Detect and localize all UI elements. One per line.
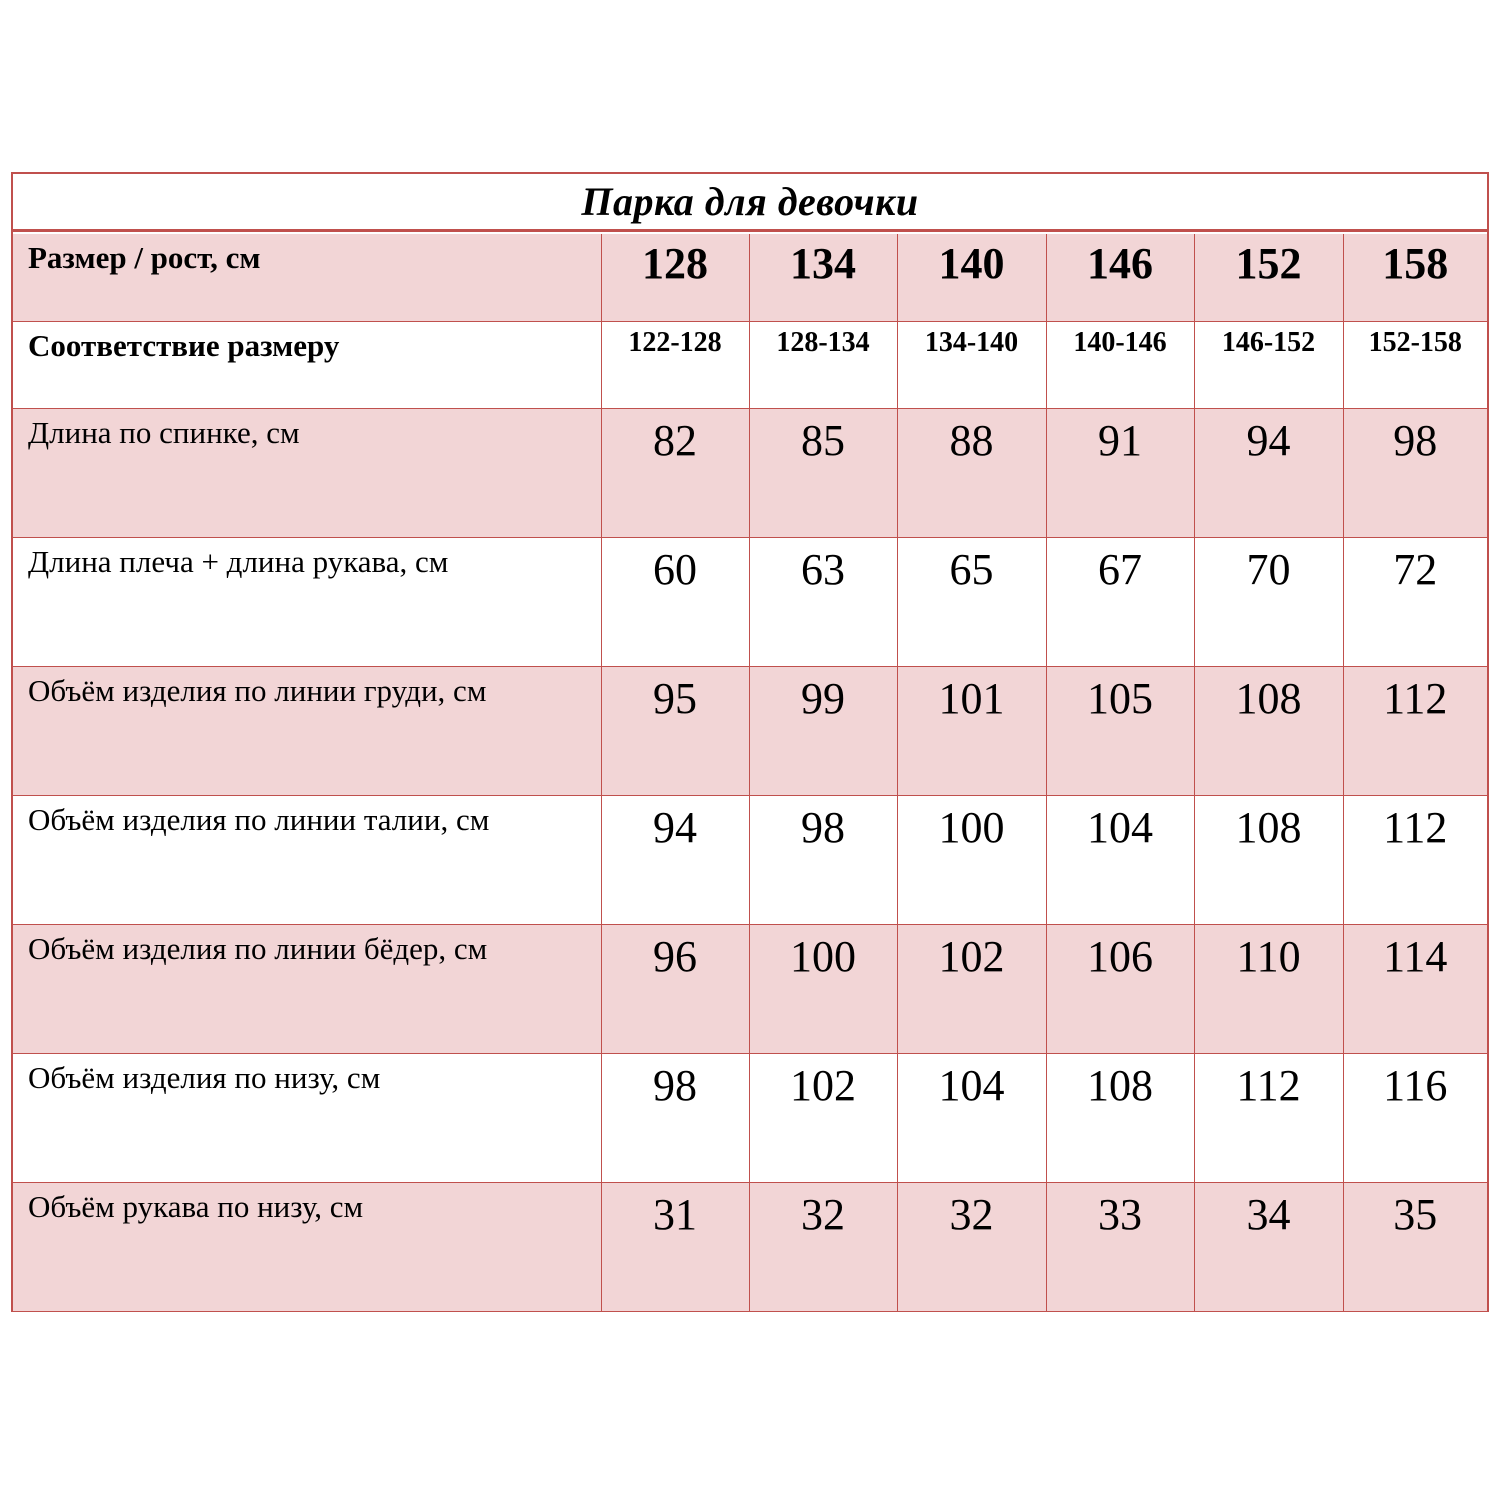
measurement-value: 101 bbox=[897, 666, 1046, 795]
title-bar bbox=[13, 174, 1487, 232]
measurement-value: 105 bbox=[1046, 666, 1194, 795]
measurement-value: 102 bbox=[749, 1053, 897, 1182]
measurement-value: 95 bbox=[601, 666, 749, 795]
measurement-value: 94 bbox=[1194, 408, 1343, 537]
measurement-value: 98 bbox=[601, 1053, 749, 1182]
measurement-value: 108 bbox=[1194, 795, 1343, 924]
measurement-value: 100 bbox=[897, 795, 1046, 924]
measurement-value: 110 bbox=[1194, 924, 1343, 1053]
measurement-label: Длина плеча + длина рукава, см bbox=[13, 537, 601, 666]
measurement-value: 88 bbox=[897, 408, 1046, 537]
measurement-label: Объём изделия по линии талии, см bbox=[13, 795, 601, 924]
header-row bbox=[13, 234, 1487, 321]
measurement-value: 72 bbox=[1343, 537, 1487, 666]
measurement-value: 116 bbox=[1343, 1053, 1487, 1182]
size-140: 140 bbox=[897, 234, 1046, 321]
measurement-label: Объём изделия по линии груди, см bbox=[13, 666, 601, 795]
measurement-value: 60 bbox=[601, 537, 749, 666]
measurement-value: 96 bbox=[601, 924, 749, 1053]
measurement-value: 94 bbox=[601, 795, 749, 924]
range-cell: 134-140 bbox=[897, 321, 1046, 408]
range-cell: 140-146 bbox=[1046, 321, 1194, 408]
measurement-value: 112 bbox=[1194, 1053, 1343, 1182]
measurement-row bbox=[13, 537, 1487, 666]
measurement-value: 91 bbox=[1046, 408, 1194, 537]
measurement-value: 108 bbox=[1046, 1053, 1194, 1182]
chart-title: Парка для девочки bbox=[581, 179, 919, 224]
size-146: 146 bbox=[1046, 234, 1194, 321]
measurement-value: 34 bbox=[1194, 1182, 1343, 1311]
measurement-value: 32 bbox=[749, 1182, 897, 1311]
range-cell: 122-128 bbox=[601, 321, 749, 408]
measurement-value: 63 bbox=[749, 537, 897, 666]
measurement-value: 98 bbox=[749, 795, 897, 924]
range-cell: 146-152 bbox=[1194, 321, 1343, 408]
measurement-label: Объём рукава по низу, см bbox=[13, 1182, 601, 1311]
range-cell: 152-158 bbox=[1343, 321, 1487, 408]
measurement-row bbox=[13, 1182, 1487, 1311]
measurement-value: 35 bbox=[1343, 1182, 1487, 1311]
measurement-label: Объём изделия по низу, см bbox=[13, 1053, 601, 1182]
measurement-value: 70 bbox=[1194, 537, 1343, 666]
measurement-value: 102 bbox=[897, 924, 1046, 1053]
measurement-value: 104 bbox=[897, 1053, 1046, 1182]
measurement-label: Объём изделия по линии бёдер, см bbox=[13, 924, 601, 1053]
measurement-value: 112 bbox=[1343, 795, 1487, 924]
measurement-value: 82 bbox=[601, 408, 749, 537]
measurement-value: 98 bbox=[1343, 408, 1487, 537]
measurement-value: 65 bbox=[897, 537, 1046, 666]
header-label: Размер / рост, см bbox=[13, 234, 601, 321]
measurement-value: 85 bbox=[749, 408, 897, 537]
size-table bbox=[13, 234, 1487, 1311]
measurement-value: 99 bbox=[749, 666, 897, 795]
measurement-value: 100 bbox=[749, 924, 897, 1053]
range-cell: 128-134 bbox=[749, 321, 897, 408]
measurement-value: 114 bbox=[1343, 924, 1487, 1053]
measurement-value: 67 bbox=[1046, 537, 1194, 666]
measurement-value: 112 bbox=[1343, 666, 1487, 795]
measurement-label: Длина по спинке, см bbox=[13, 408, 601, 537]
measurement-row bbox=[13, 924, 1487, 1053]
measurement-value: 104 bbox=[1046, 795, 1194, 924]
size-158: 158 bbox=[1343, 234, 1487, 321]
measurement-value: 31 bbox=[601, 1182, 749, 1311]
measurement-row bbox=[13, 666, 1487, 795]
size-128: 128 bbox=[601, 234, 749, 321]
measurement-value: 108 bbox=[1194, 666, 1343, 795]
measurement-row bbox=[13, 1053, 1487, 1182]
measurement-row bbox=[13, 795, 1487, 924]
size-134: 134 bbox=[749, 234, 897, 321]
size-152: 152 bbox=[1194, 234, 1343, 321]
measurement-row bbox=[13, 408, 1487, 537]
measurement-value: 106 bbox=[1046, 924, 1194, 1053]
measurement-value: 32 bbox=[897, 1182, 1046, 1311]
measurement-value: 33 bbox=[1046, 1182, 1194, 1311]
correspondence-label: Соответствие размеру bbox=[13, 321, 601, 408]
size-chart bbox=[11, 172, 1489, 1312]
correspondence-row bbox=[13, 321, 1487, 408]
